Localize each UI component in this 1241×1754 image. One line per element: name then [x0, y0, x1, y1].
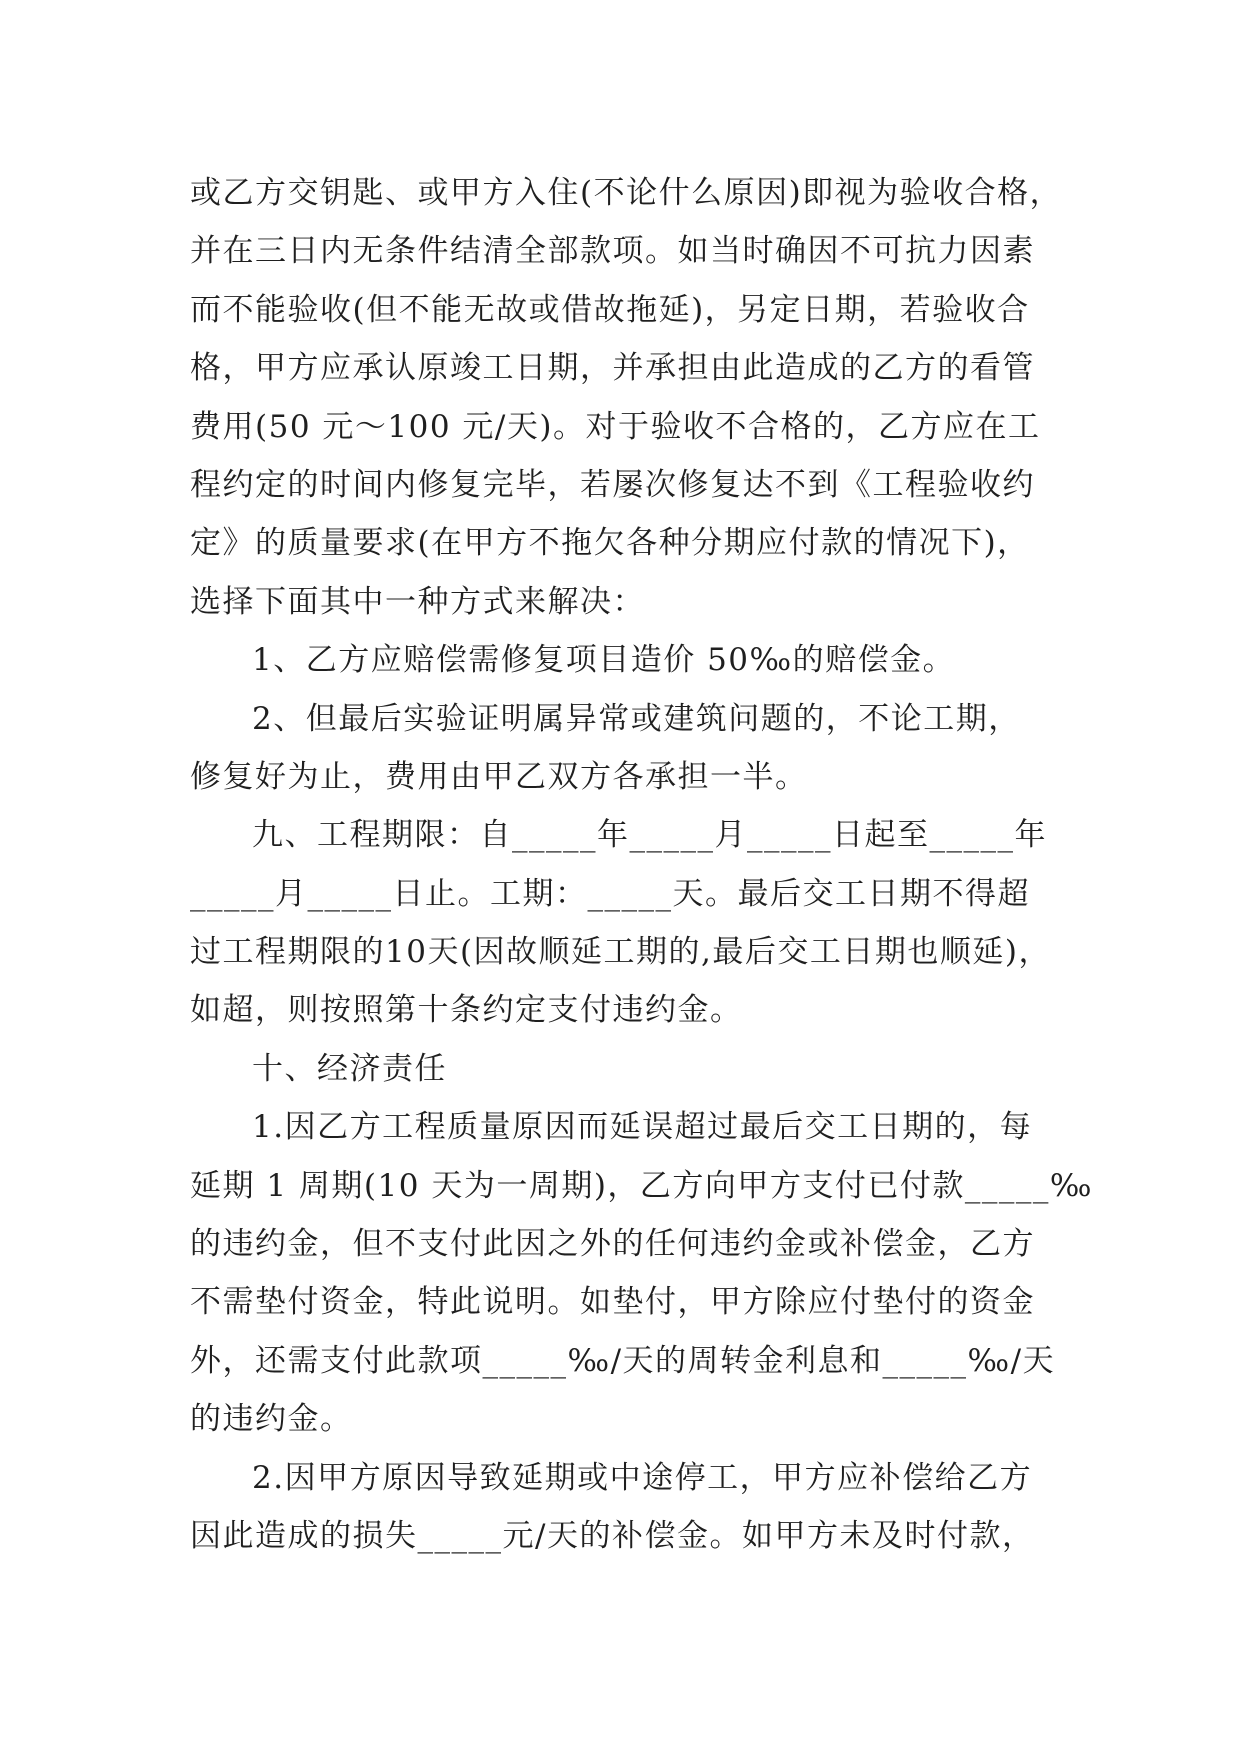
text-line: 并在三日内无条件结清全部款项。如当时确因不可抗力因素 — [190, 233, 1035, 270]
text-line: 外，还需支付此款项_____‰/天的周转金利息和_____‰/天 — [190, 1342, 1056, 1379]
section-heading: 十、经济责任 — [252, 1050, 447, 1087]
text-line: 延期 1 周期(10 天为一周期)，乙方向甲方支付已付款_____‰ — [190, 1167, 1094, 1204]
text-line: 选择下面其中一种方式来解决： — [190, 583, 645, 620]
text-line: 因此造成的损失_____元/天的补偿金。如甲方未及时付款， — [190, 1517, 1035, 1554]
text-line: 而不能验收(但不能无故或借故拖延)，另定日期，若验收合 — [190, 291, 1030, 328]
text-line: 的违约金。 — [190, 1401, 353, 1438]
text-line: 费用(50 元～100 元/天)。对于验收不合格的，乙方应在工 — [190, 408, 1041, 445]
text-line: 九、工程期限：自_____年_____月_____日起至_____年 — [252, 817, 1047, 854]
text-line: 修复好为止，费用由甲乙双方各承担一半。 — [190, 758, 808, 795]
document-body — [190, 164, 1094, 1565]
text-line: 2.因甲方原因导致延期或中途停工，甲方应补偿给乙方 — [252, 1459, 1033, 1496]
text-line: 过工程期限的10天(因故顺延工期的,最后交工日期也顺延)， — [190, 934, 1051, 971]
text-line: 或乙方交钥匙、或甲方入住(不论什么原因)即视为验收合格， — [190, 175, 1063, 211]
text-line: 1.因乙方工程质量原因而延误超过最后交工日期的，每 — [252, 1109, 1033, 1146]
text-line: _____月_____日止。工期：_____天。最后交工日期不得超 — [190, 875, 1030, 912]
text-line: 的违约金，但不支付此因之外的任何违约金或补偿金，乙方 — [190, 1226, 1035, 1263]
text-line: 1、乙方应赔偿需修复项目造价 50‰的赔偿金。 — [252, 642, 956, 679]
text-line: 格，甲方应承认原竣工日期，并承担由此造成的乙方的看管 — [190, 350, 1035, 387]
text-line: 程约定的时间内修复完毕，若屡次修复达不到《工程验收约 — [190, 466, 1035, 503]
text-line: 如超，则按照第十条约定支付违约金。 — [190, 992, 743, 1029]
text-line: 不需垫付资金，特此说明。如垫付，甲方除应付垫付的资金 — [190, 1284, 1035, 1321]
text-line: 2、但最后实验证明属异常或建筑问题的，不论工期， — [252, 700, 1021, 737]
text-line: 定》的质量要求(在甲方不拖欠各种分期应付款的情况下)， — [190, 525, 1030, 562]
